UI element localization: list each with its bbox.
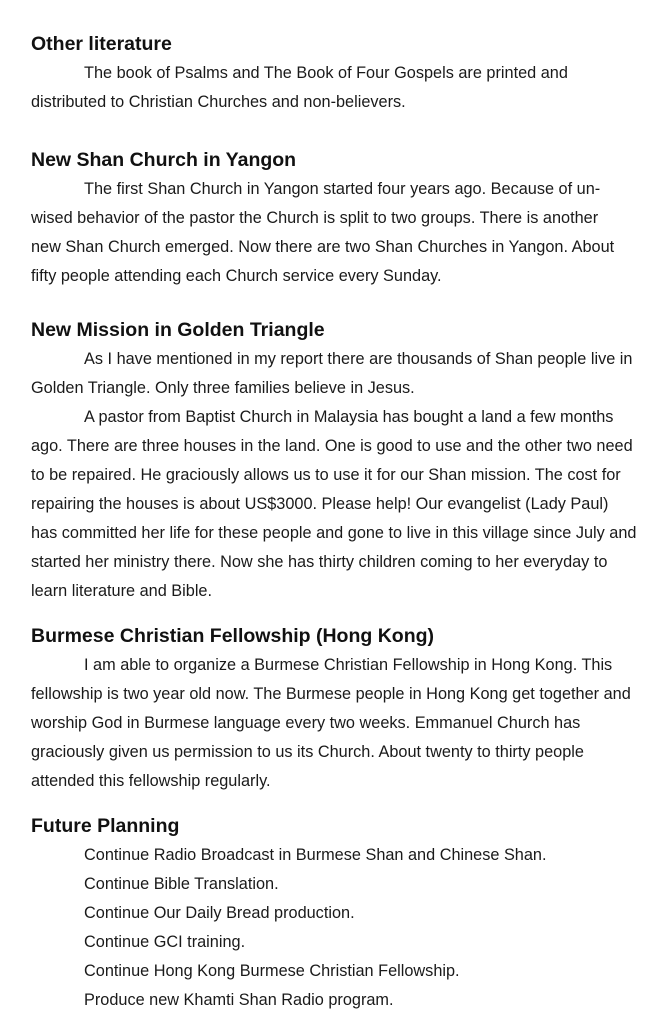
section-heading: Burmese Christian Fellowship (Hong Kong)	[31, 625, 435, 647]
paragraph: As I have mentioned in my report there are thousands of Shan people live in Golden Triangle. Only three families believe in Jesus.	[31, 350, 633, 397]
section-heading: Other literature	[31, 33, 172, 55]
section-burmese-fellowship	[31, 624, 643, 796]
list-item: Continue GCI training.	[84, 933, 246, 951]
section-heading: Future Planning	[31, 815, 180, 837]
list-item: Continue Bible Translation.	[84, 875, 279, 893]
section-golden-triangle	[31, 318, 639, 606]
list-item: Continue Radio Broadcast in Burmese Shan and Chinese Shan.	[84, 846, 547, 864]
paragraph: I am able to organize a Burmese Christian Fellowship in Hong Kong. This fellowship is two year old now. The Burmese people in Hong Kong get together and worship God in Burmese language every two weeks. Emmanuel Church has graciously given us permission to us its Church. About twenty to thirty people attended this fellowship regularly.	[31, 656, 631, 790]
paragraph: The book of Psalms and The Book of Four Gospels are printed and distributed to Christian Churches and non-believers.	[31, 64, 568, 111]
paragraph: The first Shan Church in Yangon started four years ago. Because of un-wised behavior of the pastor the Church is split to two groups. There is another new Shan Church emerged. Now there are two Shan Churches in Yangon. About fifty people attending each Church service every Sunday.	[31, 180, 615, 285]
list-item: Continue Our Daily Bread production.	[84, 904, 355, 922]
paragraph: A pastor from Baptist Church in Malaysia has bought a land a few months ago. There are three houses in the land. One is good to use and the other two need to be repaired. He graciously allows us to use it for our Shan mission. The cost for repairing the houses is about US$3000. Please help! Our evangelist (Lady Paul) has committed her life for these people and gone to live in this village since July and started her ministry there. Now she has thirty children coming to her everyday to learn literature and Bible.	[31, 408, 637, 600]
section-future-planning	[31, 814, 547, 1015]
list-item: Produce new Khamti Shan Radio program.	[84, 991, 394, 1009]
section-new-shan-church	[31, 148, 627, 291]
section-heading: New Mission in Golden Triangle	[31, 319, 325, 341]
section-heading: New Shan Church in Yangon	[31, 149, 297, 171]
list-item: Continue Hong Kong Burmese Christian Fellowship.	[84, 962, 460, 980]
section-other-literature	[31, 32, 623, 117]
